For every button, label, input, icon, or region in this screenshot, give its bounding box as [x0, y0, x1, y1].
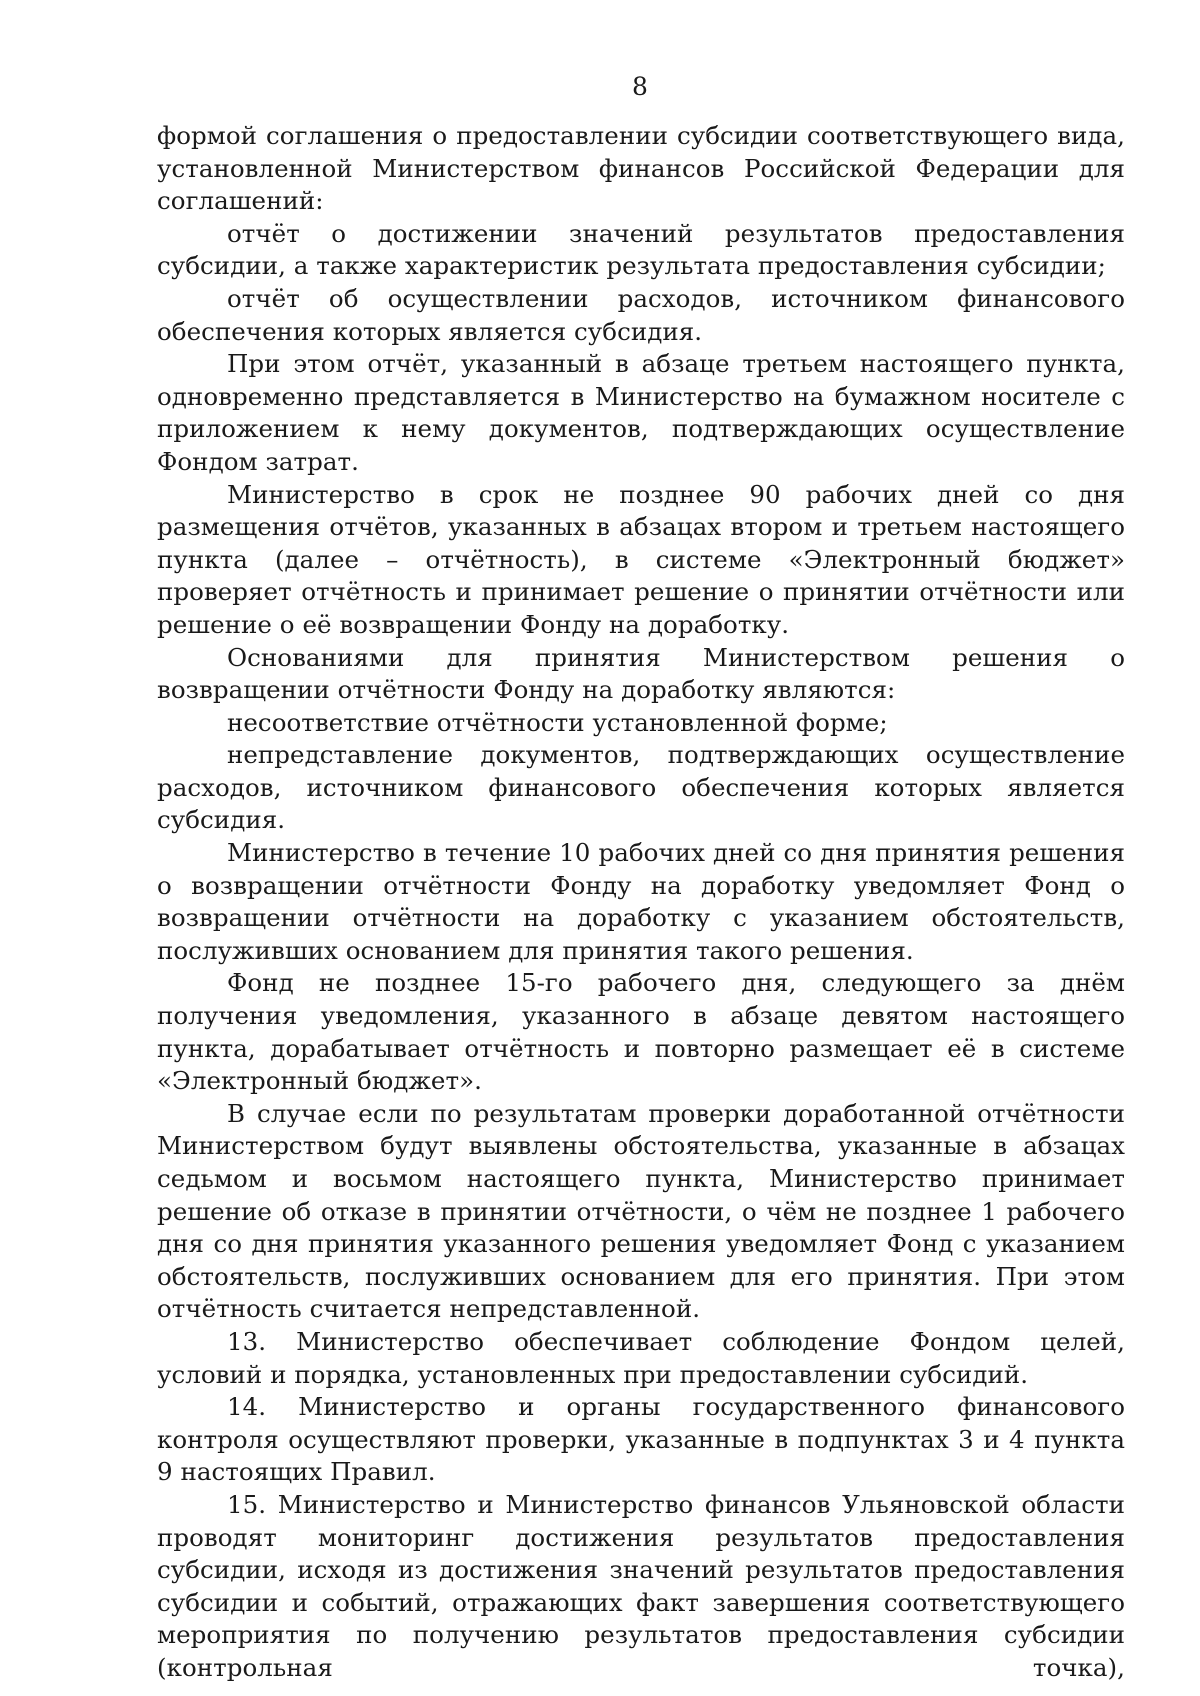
paragraph-2: отчёт о достижении значений результатов предоставления субсидии, а также характеристик результата предоставления субсидии;	[157, 218, 1125, 281]
paragraph-7: несоответствие отчётности установленной форме;	[227, 707, 888, 737]
paragraph-11: В случае если по результатам проверки доработанной отчётности Министерством будут выявлены обстоятельства, указанные в абзацах седьмом и восьмом настоящего пункта, Министерство принимает решение об отказе в принятии отчётности, о чём не позднее 1 рабочего дня со дня принятия указанного решения уведомляет Фонд с указанием обстоятельств, послуживших основанием для его принятия. При этом отчётность считается непредставленной.	[157, 1098, 1125, 1324]
paragraph-3: отчёт об осуществлении расходов, источником финансового обеспечения которых является субсидия.	[157, 283, 1125, 346]
paragraph-14-item-15: 15. Министерство и Министерство финансов Ульяновской области проводят мониторинг достижения результатов предоставления субсидии, исходя из достижения значений результатов предоставления субсидии и событий, отражающих факт завершения соответствующего мероприятия по получению результатов предоставления субсидии (контрольная точка),	[157, 1489, 1125, 1682]
paragraph-1: формой соглашения о предоставлении субсидии соответствующего вида, установленной Министерством финансов Российской Федерации для соглашений:	[157, 121, 1125, 216]
paragraph-5: Министерство в срок не позднее 90 рабочих дней со дня размещения отчётов, указанных в абзацах втором и третьем настоящего пункта (далее – отчётность), в системе «Электронный бюджет» проверяет отчётность и принимает решение о принятии отчётности или решение о её возвращении Фонду на доработку.	[157, 479, 1125, 639]
paragraph-6: Основаниями для принятия Министерством решения о возвращении отчётности Фонду на доработку являются:	[157, 642, 1125, 705]
paragraph-9: Министерство в течение 10 рабочих дней со дня принятия решения о возвращении отчётности Фонду на доработку уведомляет Фонд о возвращении отчётности на доработку с указанием обстоятельств, послуживших основанием для принятия такого решения.	[157, 838, 1125, 965]
paragraph-8: непредставление документов, подтверждающих осуществление расходов, источником финансового обеспечения которых является субсидия.	[157, 740, 1125, 835]
paragraph-12-item-13: 13. Министерство обеспечивает соблюдение Фондом целей, условий и порядка, установленных при предоставлении субсидий.	[157, 1326, 1125, 1389]
document-body	[157, 120, 1125, 1685]
paragraph-13-item-14: 14. Министерство и органы государственного финансового контроля осуществляют проверки, указанные в подпунктах 3 и 4 пункта 9 настоящих Правил.	[157, 1392, 1125, 1487]
page-number: 8	[632, 72, 648, 101]
paragraph-10: Фонд не позднее 15-го рабочего дня, следующего за днём получения уведомления, указанного в абзаце девятом настоящего пункта, дорабатывает отчётность и повторно размещает её в системе «Электронный бюджет».	[157, 968, 1125, 1096]
paragraph-4: При этом отчёт, указанный в абзаце третьем настоящего пункта, одновременно представляется в Министерство на бумажном носителе с приложением к нему документов, подтверждающих осуществление Фондом затрат.	[157, 349, 1125, 476]
